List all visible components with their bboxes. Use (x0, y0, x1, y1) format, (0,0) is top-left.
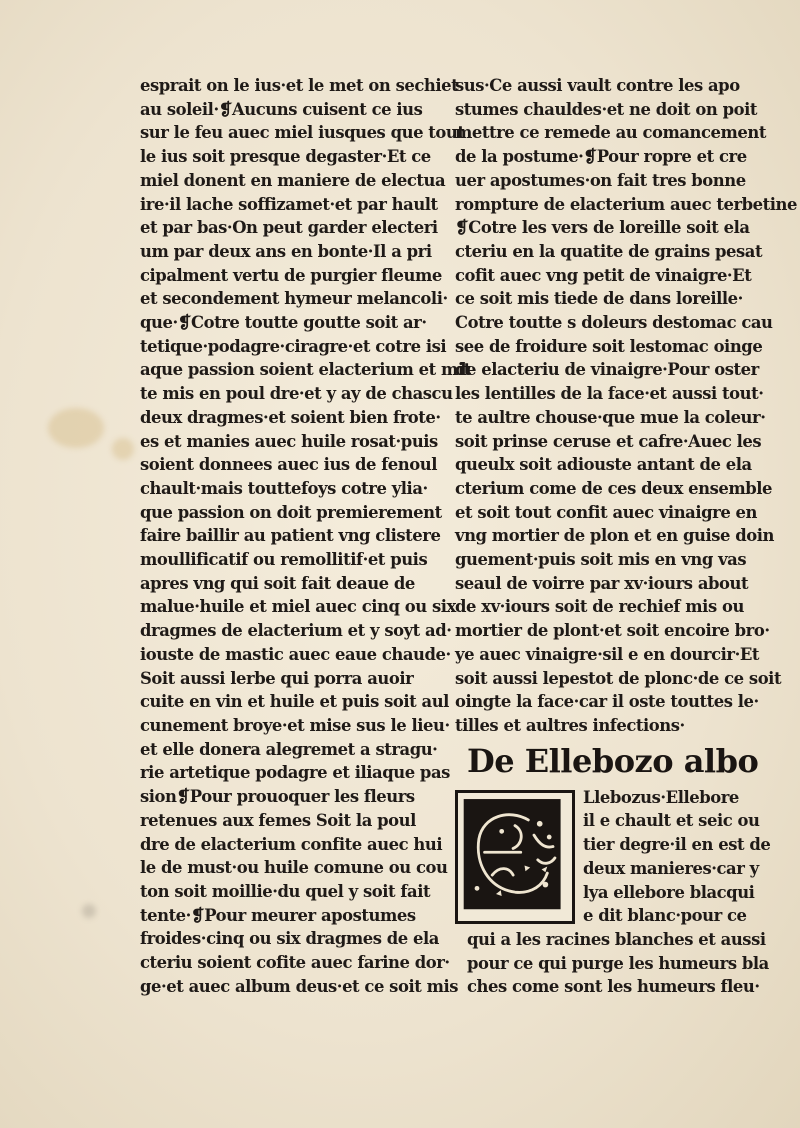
section-heading: De Ellebozo albo (467, 741, 759, 780)
text-line: le de must·ou huile comune ou cou (140, 858, 448, 878)
text-line: dre de elacterium confite auec hui (140, 834, 443, 854)
text-line: malue·huile et miel auec cinq ou six (140, 597, 456, 617)
text-line: le ius soit presque degaster·Et ce (140, 147, 431, 167)
entry-block (455, 786, 771, 999)
text-line: que passion on doit premierement (140, 502, 442, 522)
text-line: il e chault et seic ou (583, 811, 760, 831)
text-line: retenues aux femes Soit la poul (140, 810, 416, 830)
text-line: de xv·iours soit de rechief mis ou (455, 597, 744, 617)
text-line: et soit tout confit auec vinaigre en (455, 502, 757, 522)
text-line: pour ce qui purge les humeurs bla (467, 953, 769, 973)
text-line: cunement broye·et mise sus le lieu· (140, 715, 450, 735)
text-line: queulx soit adiouste antant de ela (455, 455, 752, 475)
text-line: ❡Cotre les vers de loreille soit ela (455, 218, 750, 238)
text-line: tilles et aultres infections· (455, 715, 685, 735)
text-line: um par deux ans en bonte·Il a pri (140, 241, 432, 261)
text-line: rie artetique podagre et iliaque pas (140, 763, 450, 783)
text-line: au soleil·❡Aucuns cuisent ce ius (140, 99, 423, 119)
text-line: es et manies auec huile rosat·puis (140, 431, 438, 451)
text-line: ton soit moillie·du quel y soit fait (140, 881, 431, 901)
text-line: chault·mais touttefoys cotre ylia· (140, 478, 428, 498)
left-text-column (140, 74, 471, 998)
text-line: que·❡Cotre toutte goutte soit ar· (140, 313, 427, 333)
paper-stain (112, 438, 134, 460)
text-line: mortier de plont·et soit encoire bro· (455, 621, 770, 641)
text-line: froides·cinq ou six dragmes de ela (140, 929, 439, 949)
text-line: qui a les racines blanches et aussi (467, 929, 766, 949)
text-line: vng mortier de plon et en guise doin (455, 526, 774, 546)
right-column-text (455, 74, 797, 738)
text-line: cofit auec vng petit de vinaigre·Et (455, 265, 752, 285)
text-line: see de froidure soit lestomac oinge (455, 336, 763, 356)
text-line: moullificatif ou remollitif·et puis (140, 550, 428, 570)
text-line: stumes chauldes·et ne doit on poit (455, 99, 758, 119)
text-line: rompture de elacterium auec terbetine (455, 194, 797, 214)
text-line: cteriu soient cofite auec farine dor· (140, 953, 450, 973)
text-line: sus·Ce aussi vault contre les apo (455, 76, 740, 95)
text-line: ire·il lache soffizamet·et par hault (140, 194, 438, 214)
text-line: soient donnees auec ius de fenoul (140, 455, 437, 475)
paper-stain (48, 408, 104, 448)
text-line: cuite en vin et huile et puis soit aul (140, 692, 449, 712)
text-line: Cotre toutte s doleurs destomac cau (455, 313, 773, 333)
text-line: sion❡Pour prouoquer les fleurs (140, 787, 415, 807)
text-line: cipalment vertu de purgier fleume (140, 265, 442, 285)
text-line: de elacteriu de vinaigre·Pour oster (455, 360, 759, 380)
text-line: soit prinse ceruse et cafre·Auec les (455, 431, 762, 451)
text-line: sur le feu auec miel iusques que tout (140, 123, 465, 143)
text-line: miel donent en maniere de electua (140, 170, 446, 190)
text-line: e dit blanc·pour ce (583, 906, 747, 926)
text-line: tier degre·il en est de (583, 835, 771, 855)
text-line: les lentilles de la face·et aussi tout· (455, 384, 764, 404)
text-line: ye auec vinaigre·sil e en dourcir·Et (455, 644, 759, 664)
text-line: soit aussi lepestot de plonc·de ce soit (455, 668, 782, 688)
text-line: ce soit mis tiede de dans loreille· (455, 289, 743, 309)
text-line: esprait on le ius·et le met on sechiet (140, 76, 459, 95)
text-line: apres vng qui soit fait deaue de (140, 573, 415, 593)
paper-stain (82, 904, 96, 918)
text-line: et par bas·On peut garder electeri (140, 218, 438, 238)
text-line: tente·❡Pour meurer apostumes (140, 905, 416, 925)
text-line: deux dragmes·et soient bien frote· (140, 407, 441, 427)
text-line: ches come sont les humeurs fleu· (467, 977, 760, 997)
text-line: lya ellebore blacqui (583, 882, 755, 902)
text-line: faire baillir au patient vng clistere (140, 526, 441, 546)
decorated-initial-svg (458, 793, 572, 921)
text-line: de la postume·❡Pour ropre et cre (455, 147, 747, 167)
text-line: dragmes de elacterium et y soyt ad· (140, 621, 452, 641)
text-line: mettre ce remede au comancement (455, 123, 766, 143)
text-line: seaul de voirre par xv·iours about (455, 573, 749, 593)
right-text-column (455, 74, 797, 999)
text-line: cteriu en la quatite de grains pesat (455, 241, 763, 261)
text-line: aque passion soient elacterium et mit (140, 360, 471, 380)
text-line: Soit aussi lerbe qui porra auoir (140, 668, 414, 688)
text-line: Llebozus·Ellebore (583, 787, 739, 807)
text-line: deux manieres·car y (583, 858, 759, 878)
woodcut-initial-letter-icon (455, 790, 575, 924)
text-line: tetique·podagre·ciragre·et cotre isi (140, 336, 447, 356)
text-line: te aultre chouse·que mue la coleur· (455, 407, 766, 427)
text-line: cterium come de ces deux ensemble (455, 478, 773, 498)
text-line: iouste de mastic auec eaue chaude· (140, 644, 451, 664)
text-line: guement·puis soit mis en vng vas (455, 550, 747, 570)
text-line: oingte la face·car il oste touttes le· (455, 692, 759, 712)
text-line: et secondement hymeur melancoli· (140, 289, 448, 309)
text-line: te mis en poul dre·et y ay de chascu (140, 384, 453, 404)
text-line: et elle donera alegremet a stragu· (140, 739, 438, 759)
text-line: ge·et auec album deus·et ce soit mis (140, 976, 459, 996)
text-line: uer apostumes·on fait tres bonne (455, 170, 746, 190)
